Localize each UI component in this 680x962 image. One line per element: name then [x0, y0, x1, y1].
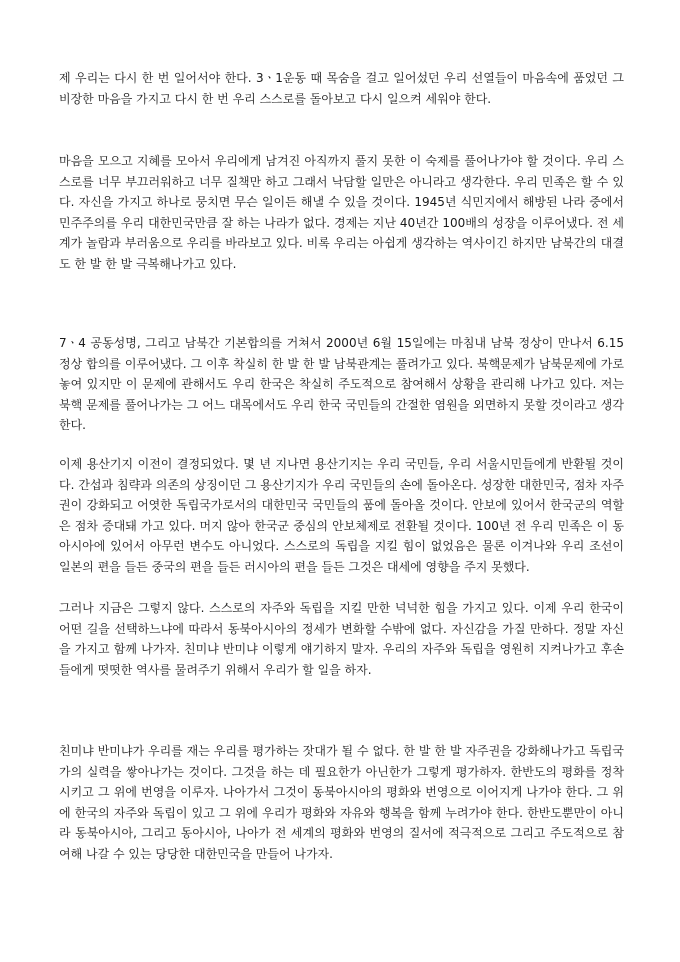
paragraph-1: 제 우리는 다시 한 번 일어서야 한다. 3ㆍ1운동 때 목숨을 걸고 일어섰던 우리 선열들이 마음속에 품었던 그 비장한 마음을 가지고 다시 한 번 우리 스스로를 돌아보고 다시 일으켜 세워야 한다.: [59, 71, 624, 106]
paragraph-6: 친미냐 반미냐가 우리를 재는 우리를 평가하는 잣대가 될 수 없다. 한 발 한 발 자주권을 강화해나가고 독립국가의 실력을 쌓아나가는 것이다. 그것을 하는 데 필요한가 아닌한가 그렇게 평가하자. 한반도의 평화를 정착시키고 그 위에 번영을 이루자. 나아가서 그것이 동북아시아의 평화와 번영으로 이어지게 나가야 한다. 그 위에 한국의 자주와 독립이 있고 그 위에 우리가 평화와 자유와 행복을 함께 누려가야 한다. 한반도뿐만이 아니라 동북아시아, 그리고 동아시아, 나아가 전 세계의 평화와 번영의 질서에 적극적으로 그리고 주도적으로 참여해 나갈 수 있는 당당한 대한민국을 만들어 나가자.: [59, 744, 624, 861]
paragraph-2: 마음을 모으고 지혜를 모아서 우리에게 남겨진 아직까지 풀지 못한 이 숙제를 풀어나가야 할 것이다. 우리 스스로를 너무 부끄러워하고 너무 질책만 하고 그래서 낙담할 일만은 아니라고 생각한다. 우리 민족은 할 수 있다. 자신을 가지고 하나로 뭉치면 무슨 일이든 해낼 수 있을 것이다. 1945년 식민지에서 해방된 나라 중에서 민주주의를 우리 대한민국만큼 잘 하는 나라가 없다. 경제는 지난 40년간 100배의 성장을 이루어냈다. 전 세계가 놀람과 부러움으로 우리를 바라보고 있다. 비록 우리는 아쉽게 생각하는 역사이긴 하지만 남북간의 대결도 한 발 한 발 극복해나가고 있다.: [59, 154, 624, 271]
paragraph-4: 이제 용산기지 이전이 결정되었다. 몇 년 지나면 용산기지는 우리 국민들, 우리 서울시민들에게 반환될 것이다. 간섭과 침략과 의존의 상징이던 그 용산기지가 우리 국민들의 손에 돌아온다. 성장한 대한민국, 점차 자주권이 강화되고 어엿한 독립국가로서의 대한민국 국민들의 품에 돌아올 것이다. 안보에 있어서 한국군의 역할은 점차 증대돼 가고 있다. 머지 않아 한국군 중심의 안보체제로 전환될 것이다. 100년 전 우리 민족은 이 동아시아에 있어서 아무런 변수도 아니었다. 스스로의 독립을 지킬 힘이 없었음은 물론 이겨나와 우리 조선이 일본의 편을 들든 중국의 편을 들든 러시아의 편을 들든 그것은 대세에 영향을 주지 못했다.: [59, 457, 624, 574]
paragraph-5: 그러나 지금은 그렇지 않다. 스스로의 자주와 독립을 지킬 만한 넉넉한 힘을 가지고 있다. 이제 우리 한국이 어떤 길을 선택하느냐에 따라서 동북아시아의 정세가 변화할 수밖에 없다. 자신감을 가질 만하다. 정말 자신을 가지고 함께 나가자. 친미냐 반미냐 이렇게 얘기하지 말자. 우리의 자주와 독립을 영원히 지켜나가고 후손들에게 떳떳한 역사를 물려주기 위해서 우리가 할 일을 하자.: [59, 601, 624, 677]
paragraph-3: 7ㆍ4 공동성명, 그리고 남북간 기본합의를 거쳐서 2000년 6월 15일에는 마침내 남북 정상이 만나서 6.15 정상 합의를 이루어냈다. 그 이후 착실히 한 발 한 발 남북관계는 풀려가고 있다. 북핵문제가 남북문제에 가로놓여 있지만 이 문제에 관해서도 우리 한국은 착실히 주도적으로 참여해서 상황을 관리해 나가고 있다. 저는 북핵 문제를 풀어나가는 그 어느 대목에서도 우리 한국 국민들의 간절한 염원을 외면하지 못할 것이라고 생각한다.: [59, 336, 624, 432]
